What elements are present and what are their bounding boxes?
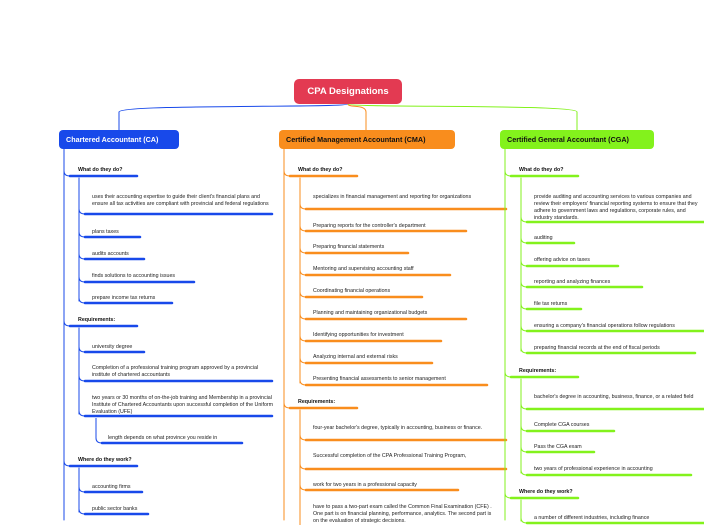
root-link-ca xyxy=(119,104,348,130)
topic-item[interactable]: two years of professional experience in accounting xyxy=(534,466,653,472)
topic-item[interactable]: university degree xyxy=(92,344,133,350)
section-heading[interactable]: What do they do? xyxy=(298,167,343,173)
root-link-cma xyxy=(348,104,366,130)
topic-item[interactable]: audits accounts xyxy=(92,251,129,257)
branch-ca[interactable] xyxy=(59,130,179,149)
section-heading[interactable]: Requirements: xyxy=(298,399,336,405)
subtopic-item[interactable]: length depends on what province you reside in xyxy=(108,435,218,441)
topic-item[interactable]: Completion of a professional training program approved by a provincial institute of chartered accountants xyxy=(92,365,259,379)
topic-item[interactable]: reporting and analyzing finances xyxy=(534,279,611,285)
topic-item[interactable]: uses their accounting expertise to guide their client's financial plans and ensure all tax activities are compliant with provincial and federal regulations xyxy=(92,194,269,208)
topic-item[interactable]: preparing financial records at the end of fiscal periods xyxy=(534,345,660,351)
topic-item[interactable]: public sector banks xyxy=(92,506,138,512)
topic-item[interactable]: auditing xyxy=(534,235,553,241)
topic-item[interactable]: Identifying opportunities for investment xyxy=(313,332,404,338)
topic-item[interactable]: bachelor's degree in accounting, business, finance, or a related field xyxy=(534,394,694,400)
topic-item[interactable]: finds solutions to accounting issues xyxy=(92,273,176,279)
topic-item[interactable]: Complete CGA courses xyxy=(534,422,590,428)
topic-item[interactable]: Planning and maintaining organizational budgets xyxy=(313,310,428,316)
branch-cga-label: Certified General Accountant (CGA) xyxy=(507,135,629,144)
topic-item[interactable]: specializes in financial management and reporting for organizations xyxy=(313,194,472,200)
topic-item[interactable]: Successful completion of the CPA Professional Training Program, xyxy=(313,453,467,459)
topic-item[interactable]: plans taxes xyxy=(92,229,119,235)
root-topic-label: CPA Designations xyxy=(307,86,389,97)
topic-item[interactable]: work for two years in a professional capacity xyxy=(313,482,417,488)
topic-item[interactable]: ensuring a company's financial operations follow regulations xyxy=(534,323,675,329)
topic-item[interactable]: prepare income tax returns xyxy=(92,295,156,301)
section-heading[interactable]: Requirements: xyxy=(519,368,557,374)
topic-item[interactable]: offering advice on taxes xyxy=(534,257,590,263)
topic-item[interactable]: provide auditing and accounting services to various companies and review their employers' financial reporting systems to ensure that they adhere to government laws and regulations, corporate rules, and industry standards. xyxy=(534,194,698,222)
section-heading[interactable]: Requirements: xyxy=(78,317,116,323)
topic-item[interactable]: two years or 30 months of on-the-job training and Membership in a provincial Institute of Chartered Accountants upon successful completion of the Uniform Evaluation (UFE) xyxy=(92,395,274,416)
branch-cga[interactable] xyxy=(500,130,654,149)
topic-item[interactable]: Coordinating financial operations xyxy=(313,288,391,294)
root-topic[interactable] xyxy=(294,79,402,104)
topic-item[interactable]: have to pass a two-part exam called the Common Final Examination (CFE) . One part is on financial planning, performance, analytics. The second part is on the evaluation of strategic decisions. xyxy=(313,504,492,525)
section-heading[interactable]: What do they do? xyxy=(78,167,123,173)
topic-item[interactable]: Preparing financial statements xyxy=(313,244,385,250)
topic-item[interactable]: four-year bachelor's degree, typically in accounting, business or finance. xyxy=(313,425,483,431)
section-heading[interactable]: Where do they work? xyxy=(519,489,573,495)
branch-cma-label: Certified Management Accountant (CMA) xyxy=(286,135,426,144)
topic-item[interactable]: Preparing reports for the controller's department xyxy=(313,223,426,229)
topic-item[interactable]: a number of different industries, including finance xyxy=(534,515,650,521)
topic-item[interactable]: file tax returns xyxy=(534,301,568,307)
root-link-cga xyxy=(348,104,577,130)
section-heading[interactable]: What do they do? xyxy=(519,167,564,173)
topic-item[interactable]: Analyzing internal and external risks xyxy=(313,354,398,360)
topic-item[interactable]: accounting firms xyxy=(92,484,131,490)
topic-item[interactable]: Mentoring and supervising accounting staff xyxy=(313,266,414,272)
branch-ca-label: Chartered Accountant (CA) xyxy=(66,135,159,144)
section-heading[interactable]: Where do they work? xyxy=(78,457,132,463)
topic-item[interactable]: Presenting financial assessments to senior management xyxy=(313,376,446,382)
topic-item[interactable]: Pass the CGA exam xyxy=(534,444,582,450)
branch-cma[interactable] xyxy=(279,130,455,149)
child-link xyxy=(96,418,102,443)
